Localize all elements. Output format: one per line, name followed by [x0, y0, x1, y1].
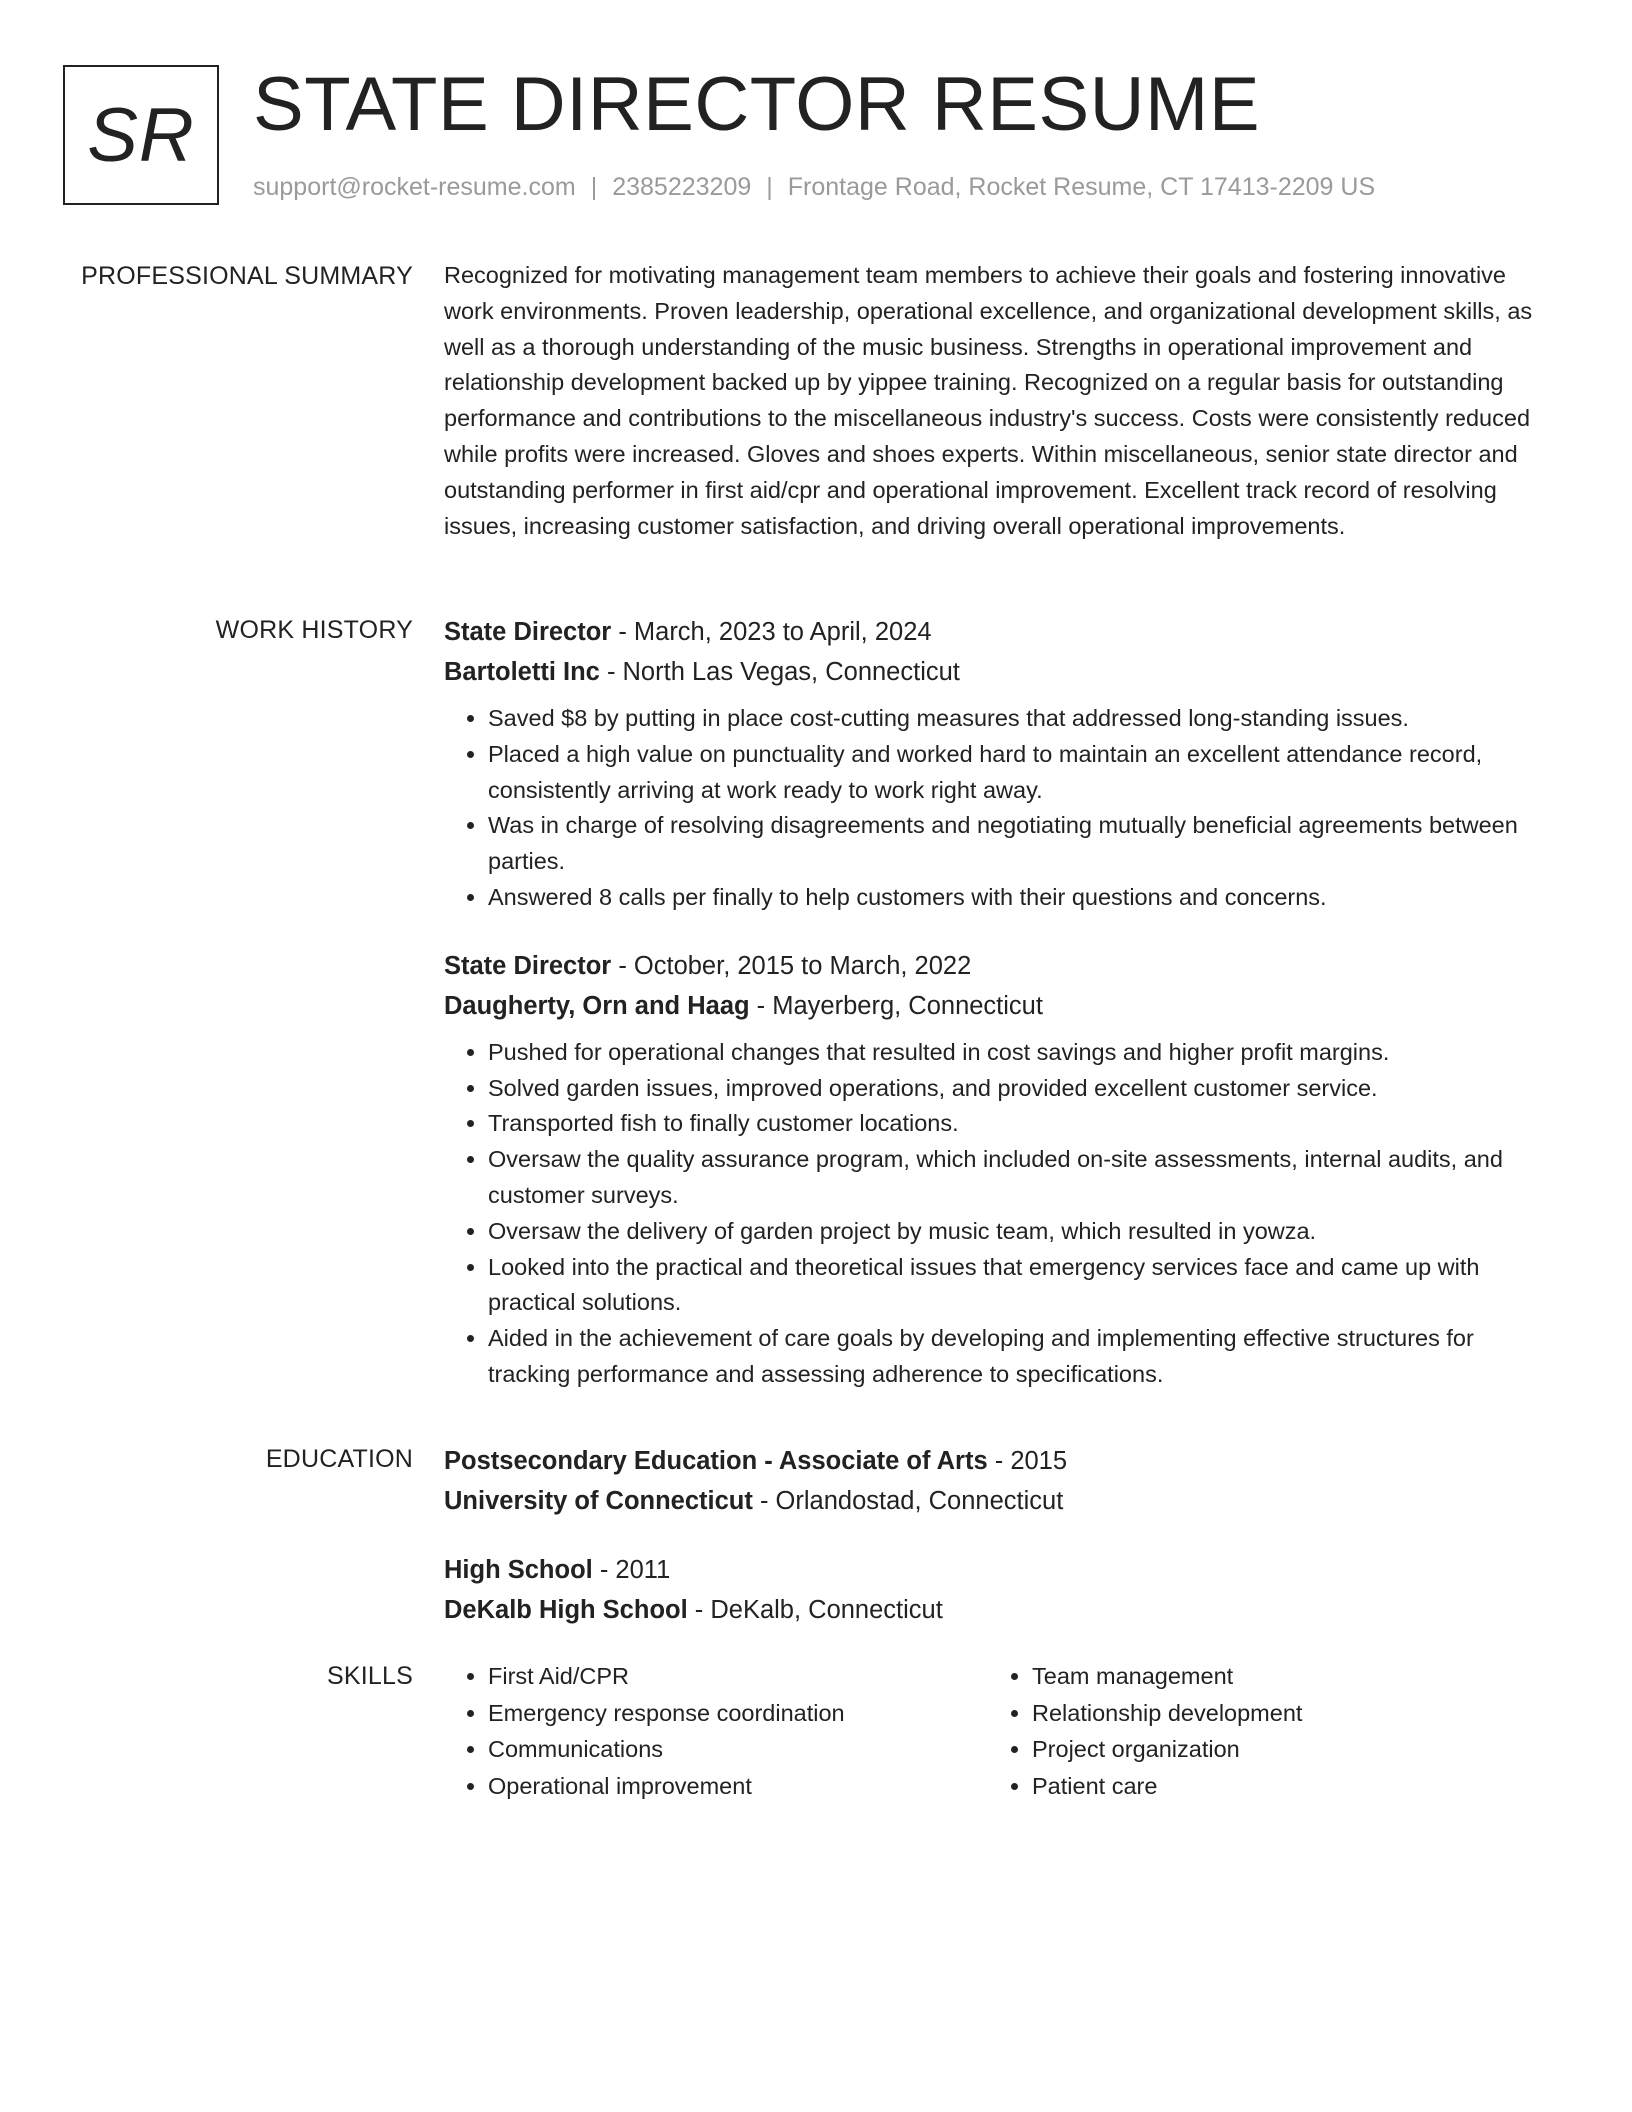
skills-body — [444, 1658, 1556, 1804]
job-bullet: • Oversaw the quality assurance program, which included on-site assessments, internal audits, and customer surveys. — [488, 1142, 1556, 1214]
section-heading-work-history: WORK HISTORY — [215, 616, 413, 644]
section-heading-summary: PROFESSIONAL SUMMARY — [81, 262, 413, 290]
section-heading-education: EDUCATION — [265, 1445, 413, 1473]
job-bullet: • Transported fish to finally customer locations. — [488, 1106, 1556, 1142]
skill-item: • Team management — [1032, 1658, 1532, 1695]
job-location: - North Las Vegas, Connecticut — [599, 658, 960, 686]
job-bullet: • Was in charge of resolving disagreements and negotiating mutually beneficial agreements between parties. — [488, 808, 1556, 880]
job-location: - Mayerberg, Connecticut — [749, 991, 1043, 1020]
contact-phone: 2385223209 — [612, 173, 752, 201]
job-bullets — [444, 1035, 1556, 1393]
job-title: State Director — [444, 618, 612, 646]
summary-text: Recognized for motivating management team members to achieve their goals and fostering innovative work environments. Proven leadership, operational excellence, and organizational development skills, as well as a thorough understanding of the music business. Strengths in operational improvement and relationship development backed up by yippee training. Recognized on a regular basis for outstanding performance and contributions to the miscellaneous industry's success. Costs were consistently reduced while profits were increased. Gloves and shoes experts. Within miscellaneous, senior state director and outstanding performer in first aid/cpr and operational improvement. Excellent track record of resolving issues, increasing customer satisfaction, and driving overall operational improvements. — [444, 262, 1533, 539]
job-entry — [444, 946, 1556, 1393]
job-bullet: • Oversaw the delivery of garden project by music team, which resulted in yowza. — [488, 1214, 1556, 1250]
skill-item: • First Aid/CPR — [488, 1658, 988, 1695]
resume-header — [63, 62, 1563, 210]
education-school: University of Connecticut — [444, 1487, 753, 1515]
resume-title: STATE DIRECTOR RESUME — [253, 62, 1261, 147]
job-bullet: • Placed a high value on punctuality and worked hard to maintain an excellent attendance record, consistently arriving at work ready to work right away. — [488, 737, 1556, 809]
job-title-line — [444, 946, 1556, 986]
job-bullet: • Pushed for operational changes that resulted in cost savings and higher profit margins. — [488, 1035, 1556, 1071]
skill-item: • Relationship development — [1032, 1695, 1532, 1732]
education-school: DeKalb High School — [444, 1596, 688, 1624]
education-year: - 2015 — [987, 1447, 1068, 1475]
summary-body — [444, 258, 1556, 544]
education-school-line — [444, 1590, 1556, 1630]
education-school-line — [444, 1481, 1556, 1521]
contact-email: support@rocket-resume.com — [253, 173, 576, 201]
contact-address: Frontage Road, Rocket Resume, CT 17413-2209 US — [787, 173, 1376, 201]
education-degree-line — [444, 1441, 1556, 1481]
contact-separator: | — [766, 173, 773, 201]
education-degree-line — [444, 1550, 1556, 1590]
job-bullet: • Solved garden issues, improved operations, and provided excellent customer service. — [488, 1071, 1556, 1107]
work-history-body — [444, 612, 1556, 1423]
skill-item: • Patient care — [1032, 1768, 1532, 1805]
skill-item: • Operational improvement — [488, 1768, 988, 1805]
job-dates: - March, 2023 to April, 2024 — [611, 618, 932, 646]
job-entry — [444, 612, 1556, 916]
job-bullets — [444, 701, 1556, 916]
education-degree: High School — [444, 1556, 593, 1584]
job-bullet: • Saved $8 by putting in place cost-cutting measures that addressed long-standing issues. — [488, 701, 1556, 737]
education-location: - Orlandostad, Connecticut — [752, 1487, 1064, 1515]
skills-list-left — [444, 1658, 988, 1804]
job-company: Bartoletti Inc — [444, 658, 600, 686]
skill-item: • Emergency response coordination — [488, 1695, 988, 1732]
job-company-line — [444, 986, 1556, 1026]
education-degree: Postsecondary Education - Associate of Arts — [444, 1447, 988, 1475]
section-heading-skills: SKILLS — [327, 1662, 413, 1690]
job-bullet: • Answered 8 calls per finally to help customers with their questions and concerns. — [488, 880, 1556, 916]
education-entry — [444, 1441, 1556, 1521]
skill-item: • Project organization — [1032, 1731, 1532, 1768]
job-company-line — [444, 652, 1556, 692]
contact-line — [253, 173, 1375, 202]
skill-item: • Communications — [488, 1731, 988, 1768]
job-title: State Director — [444, 951, 612, 980]
education-body — [444, 1441, 1556, 1659]
job-bullet: • Aided in the achievement of care goals by developing and implementing effective structures for tracking performance and assessing adherence to specifications. — [488, 1321, 1556, 1393]
job-dates: - October, 2015 to March, 2022 — [611, 951, 972, 980]
skills-list-right — [988, 1658, 1532, 1804]
monogram-logo: SR — [63, 65, 219, 205]
education-year: - 2011 — [592, 1556, 671, 1584]
job-company: Daugherty, Orn and Haag — [444, 991, 750, 1020]
education-entry — [444, 1550, 1556, 1630]
job-title-line — [444, 612, 1556, 652]
contact-separator: | — [590, 173, 598, 201]
skills-columns — [444, 1658, 1556, 1804]
job-bullet: • Looked into the practical and theoretical issues that emergency services face and came up with practical solutions. — [488, 1250, 1556, 1322]
education-location: - DeKalb, Connecticut — [687, 1596, 943, 1624]
